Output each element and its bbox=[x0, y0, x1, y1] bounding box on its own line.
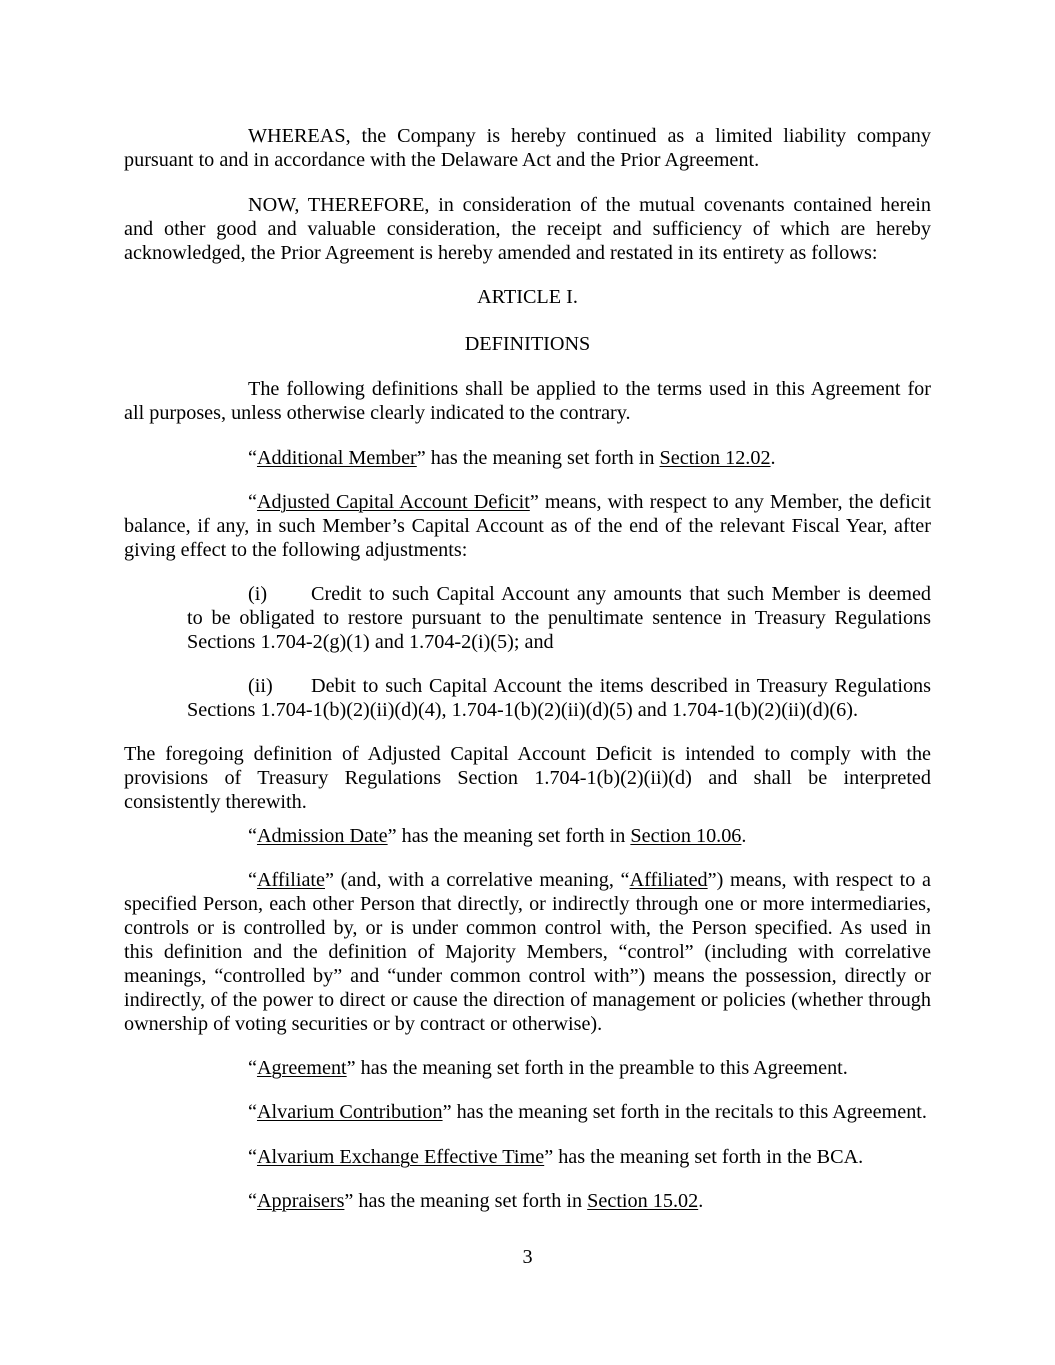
defined-term: Alvarium Exchange Effective Time bbox=[256, 1146, 545, 1168]
definition-text: controls or is controlled by, or is under common control with, the Person specified. As used in bbox=[124, 917, 931, 939]
text-line: The following definitions shall be applied to the terms used in this Agreement for bbox=[248, 378, 931, 400]
definition-line bbox=[124, 1100, 931, 1124]
article-number: ARTICLE I. bbox=[477, 286, 578, 308]
definition-line bbox=[124, 1012, 931, 1036]
definition-text: ” has the meaning set forth in bbox=[387, 825, 631, 847]
definition-text: . bbox=[741, 825, 747, 847]
defined-term: Additional Member bbox=[256, 447, 417, 469]
definition-text: ” has the meaning set forth in bbox=[416, 447, 660, 469]
recital-whereas bbox=[124, 124, 931, 172]
text-line: consistently therewith. bbox=[124, 791, 307, 813]
definition-line bbox=[124, 892, 931, 916]
item-text: Credit to such Capital Account any amounts that such Member is deemed bbox=[311, 583, 931, 605]
text-line: acknowledged, the Prior Agreement is hereby amended and restated in its entirety as follows: bbox=[124, 242, 878, 264]
defined-term: Agreement bbox=[256, 1057, 347, 1079]
definition-text: this definition and the definition of Majority Members, “control” (including with correlative bbox=[124, 941, 931, 963]
article-heading bbox=[124, 285, 931, 309]
defined-term: Affiliated bbox=[629, 869, 708, 891]
text-line: and other good and valuable consideration, the receipt and sufficiency of which are hereby bbox=[124, 218, 931, 240]
definition-line bbox=[124, 538, 931, 562]
definitions-intro bbox=[124, 377, 931, 425]
open-quote: “ bbox=[248, 869, 257, 891]
definition-text: ” has the meaning set forth in the recitals to this Agreement. bbox=[442, 1101, 927, 1123]
section-reference: Section 10.06 bbox=[630, 825, 742, 847]
article-title-block bbox=[124, 332, 931, 356]
definition-text: ownership of voting securities or by contract or otherwise). bbox=[124, 1013, 603, 1035]
definition-line bbox=[124, 988, 931, 1012]
definition-adjusted-capital-account-deficit bbox=[124, 490, 931, 562]
definition-text: ” has the meaning set forth in bbox=[344, 1190, 588, 1212]
definition-text: giving effect to the following adjustments: bbox=[124, 539, 468, 561]
definition-agreement bbox=[124, 1056, 931, 1080]
definition-additional-member bbox=[124, 446, 931, 470]
definition-text: ” has the meaning set forth in the BCA. bbox=[544, 1146, 864, 1168]
item-text: Debit to such Capital Account the items described in Treasury Regulations bbox=[311, 675, 931, 697]
page-number: 3 bbox=[522, 1246, 533, 1268]
text-line: NOW, THEREFORE, in consideration of the mutual covenants contained herein bbox=[248, 194, 931, 216]
definition-appraisers bbox=[124, 1189, 931, 1213]
text-line: provisions of Treasury Regulations Section 1.704-1(b)(2)(ii)(d) and shall be interpreted bbox=[124, 767, 931, 789]
defined-term: Adjusted Capital Account Deficit bbox=[256, 491, 530, 513]
adjustment-item-i bbox=[187, 582, 931, 654]
definition-text: ” has the meaning set forth in the preamble to this Agreement. bbox=[346, 1057, 848, 1079]
definition-line bbox=[124, 916, 931, 940]
text-line: Sections 1.704-2(g)(1) and 1.704-2(i)(5); and bbox=[187, 631, 554, 653]
article-title: DEFINITIONS bbox=[464, 333, 591, 355]
definition-line bbox=[124, 868, 931, 892]
text-line: pursuant to and in accordance with the Delaware Act and the Prior Agreement. bbox=[124, 149, 760, 171]
text-line: to be obligated to restore pursuant to the penultimate sentence in Treasury Regulations bbox=[187, 607, 931, 629]
text-line: Sections 1.704-1(b)(2)(ii)(d)(4), 1.704-1(b)(2)(ii)(d)(5) and 1.704-1(b)(2)(ii)(d)(6). bbox=[187, 699, 859, 721]
section-reference: Section 12.02 bbox=[659, 447, 771, 469]
definition-text: indirectly, of the power to direct or cause the direction of management or policies (whether through bbox=[124, 989, 931, 1011]
defined-term: Affiliate bbox=[256, 869, 325, 891]
definition-line bbox=[124, 1056, 931, 1080]
definition-text: ”) means, with respect to a bbox=[707, 869, 931, 891]
definition-line bbox=[124, 490, 931, 514]
definition-text: specified Person, each other Person that directly, or indirectly through one or more intermediaries, bbox=[124, 893, 931, 915]
defined-term: Alvarium Contribution bbox=[256, 1101, 443, 1123]
text-line: all purposes, unless otherwise clearly indicated to the contrary. bbox=[124, 402, 631, 424]
recital-now-therefore bbox=[124, 193, 931, 265]
open-quote: “ bbox=[248, 447, 257, 469]
definition-line bbox=[124, 1189, 931, 1213]
definition-alvarium-exchange-effective-time bbox=[124, 1145, 931, 1169]
page-footer bbox=[124, 1245, 931, 1269]
open-quote: “ bbox=[248, 1057, 257, 1079]
defined-term: Admission Date bbox=[256, 825, 388, 847]
definition-text: ” (and, with a correlative meaning, “ bbox=[324, 869, 630, 891]
definition-text: ” means, with respect to any Member, the deficit bbox=[529, 491, 931, 513]
definition-text: balance, if any, in such Member’s Capital Account as of the end of the relevant Fiscal Year, after bbox=[124, 515, 931, 537]
open-quote: “ bbox=[248, 1190, 257, 1212]
text-line bbox=[187, 674, 931, 698]
text-line: The foregoing definition of Adjusted Capital Account Deficit is intended to comply with the bbox=[124, 743, 931, 765]
open-quote: “ bbox=[248, 825, 257, 847]
definition-text: meanings, “controlled by” and “under common control with”) means the possession, directly or bbox=[124, 965, 931, 987]
definition-affiliate bbox=[124, 868, 931, 1036]
open-quote: “ bbox=[248, 491, 257, 513]
definition-admission-date bbox=[124, 824, 931, 848]
definition-text: . bbox=[770, 447, 776, 469]
item-label: (i) bbox=[248, 583, 268, 605]
definition-line bbox=[124, 514, 931, 538]
definition-line bbox=[124, 964, 931, 988]
definition-alvarium-contribution bbox=[124, 1100, 931, 1124]
definition-line bbox=[124, 1145, 931, 1169]
definition-text: . bbox=[698, 1190, 704, 1212]
definition-line bbox=[124, 824, 931, 848]
text-line bbox=[187, 582, 931, 606]
adjustment-item-ii bbox=[187, 674, 931, 722]
text-line: WHEREAS, the Company is hereby continued as a limited liability company bbox=[248, 125, 931, 147]
deficit-closing-paragraph bbox=[124, 742, 931, 814]
section-reference: Section 15.02 bbox=[587, 1190, 699, 1212]
item-label: (ii) bbox=[248, 675, 273, 697]
open-quote: “ bbox=[248, 1146, 257, 1168]
definition-line bbox=[124, 446, 931, 470]
definition-line bbox=[124, 940, 931, 964]
open-quote: “ bbox=[248, 1101, 257, 1123]
defined-term: Appraisers bbox=[256, 1190, 345, 1212]
